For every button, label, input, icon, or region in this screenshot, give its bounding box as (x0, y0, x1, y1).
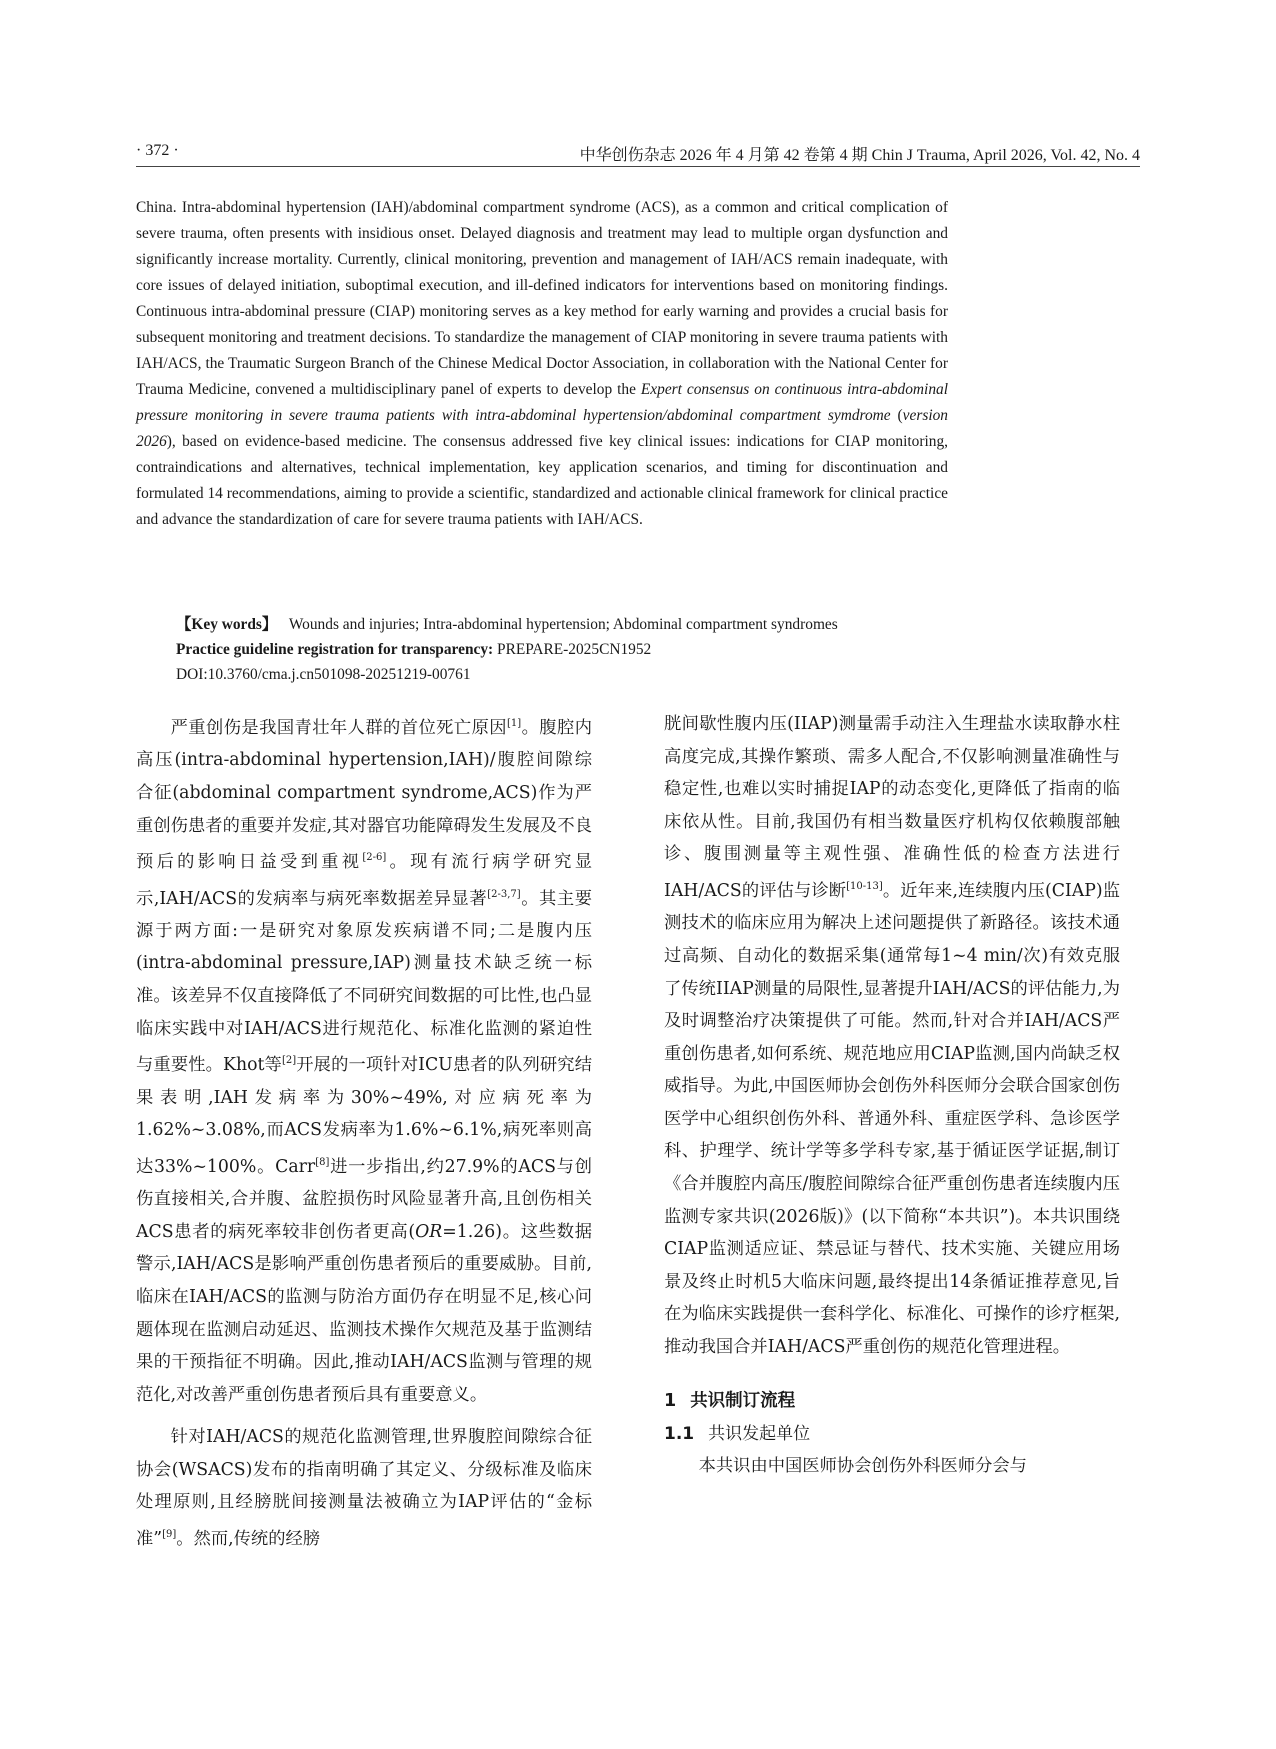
text-run: 胱间歇性腹内压(IIAP)测量需手动注入生理盐水读取静水柱高度完成,其操作繁琐、需多人配合,不仅影响测量准确性与稳定性,也难以实时捕捉IAP的动态变化,更降低了指南的临床依从性。目前,我国仍有相当数量医疗机构仅依赖腹部触诊、腹围测量等主观性强、准确性低的检查方法进行IAH/ACS的评估与诊断 (664, 714, 1120, 901)
text-run: 开展的一项针对ICU患者的队列研究结果表明,IAH发病率为30%~49%,对应病死率为1.62%~3.08%,而ACS发病率为1.6%~6.1%,病死率则高达33%~100%。Carr (136, 1055, 592, 1177)
subsection-heading (664, 1418, 1120, 1450)
text-run: 严重创伤是我国青壮年人群的首位死亡原因 (170, 717, 507, 738)
citation[interactable]: [1] (506, 718, 522, 729)
registration (176, 637, 956, 662)
running-header (136, 142, 1140, 167)
section-title: 共识制订流程 (690, 1390, 796, 1411)
citation[interactable]: [2-3,7] (487, 888, 521, 900)
journal-citation: 中华创伤杂志 2026 年 4 月第 42 卷第 4 期 Chin J Trauma, April 2026, Vol. 42, No. 4 (579, 147, 1140, 164)
body-column-right (664, 708, 1120, 1482)
text-run: 。腹腔内高压(intra-abdominal hypertension,IAH)/腹腔间隙综合征(abdominal compartment syndrome,ACS)作为严重创伤患者的重要并发症,其对器官功能障碍发生发展及不良预后的影响日益受到重视 (136, 717, 592, 872)
keywords-text: Wounds and injuries; Intra-abdominal hypertension; Abdominal compartment syndromes (288, 616, 838, 633)
text-run: 进一步指出,约27.9%的ACS与创伤直接相关,合并腹、盆腔损伤时风险显著升高,且创伤相关ACS患者的病死率较非创伤者更高( (136, 1156, 593, 1242)
citation[interactable]: [2-6] (362, 852, 387, 864)
text-run: 。其主要源于两方面:一是研究对象原发疾病谱不同;二是腹内压(intra-abdominal pressure,IAP)测量技术缺乏统一标准。该差异不仅直接降低了不同研究间数据的可比性,也凸显临床实践中对IAH/ACS进行规范化、标准化监测的紧迫性与重要性。Khot等 (136, 888, 592, 1075)
text-run: 。然而,传统的经膀 (176, 1528, 321, 1549)
paragraph (664, 708, 1120, 1364)
text-run: 。近年来,连续腹内压(CIAP)监测技术的临床应用为解决上述问题提供了新路径。该技术通过高频、自动化的数据采集(通常每1~4 min/次)有效克服了传统IIAP测量的局限性,显著提升IAH/ACS的评估能力,为及时调整治疗决策提供了可能。然而,针对合并IAH/ACS严重创伤患者,如何系统、规范地应用CIAP监测,国内尚缺乏权威指导。为此,中国医师协会创伤外科医师分会联合国家创伤医学中心组织创伤外科、普通外科、重症医学科、急诊医学科、护理学、统计学等多学科专家,基于循证医学证据,制订《合并腹腔内高压/腹腔间隙综合征严重创伤患者连续腹内压监测专家共识(2026版)》(以下简称“本共识”)。本共识围绕CIAP监测适应证、禁忌证与替代、技术实施、关键应用场景及终止时机5大临床问题,最终提出14条循证推荐意见,旨在为临床实践提供一套科学化、标准化、可操作的诊疗框架,推动我国合并IAH/ACS严重创伤的规范化管理进程。 (664, 880, 1120, 1358)
paragraph (136, 1421, 592, 1555)
citation[interactable]: [10-13] (846, 880, 883, 892)
article-meta (176, 612, 956, 687)
doi: DOI:10.3760/cma.j.cn501098-20251219-00761 (176, 666, 471, 683)
abstract-text-part: China. Intra-abdominal hypertension (IAH)/abdominal compartment syndrome (ACS), as a common and critical complication of severe trauma, often presents with insidious onset. Delayed diagnosis and treatment may lead to multiple organ dysfunction and significantly increase mortality. Currently, clinical monitoring, prevention and management of IAH/ACS remain inadequate, with core issues of delayed initiation, suboptimal execution, and ill-defined indicators for interventions based on monitoring findings. Continuous intra-abdominal pressure (CIAP) monitoring serves as a key method for early warning and provides a crucial basis for subsequent monitoring and treatment decisions. To standardize the management of CIAP monitoring in severe trauma patients with IAH/ACS, the Traumatic Surgeon Branch of the Chinese Medical Doctor Association, in collaboration with the National Center for Trauma Medicine, convened a multidisciplinary panel of experts to develop the (136, 199, 948, 398)
text-run: 针对IAH/ACS的规范化监测管理,世界腹腔间隙综合征协会(WSACS)发布的指南明确了其定义、分级标准及临床处理原则,且经膀胱间接测量法被确立为IAP评估的“金标准” (136, 1427, 592, 1549)
abstract-text-part: ( (890, 407, 903, 424)
page-number: · 372 · (136, 142, 179, 159)
abstract-text (136, 195, 948, 533)
abstract-text-part: ), based on evidence-based medicine. The consensus addressed five key clinical issues: indications for CIAP monitoring, contraindications and alternatives, technical implementation, key application scenarios, and timing for discontinuation and formulated 14 recommendations, aiming to provide a scientific, standardized and actionable clinical framework for clinical practice and advance the standardization of care for severe trauma patients with IAH/ACS. (136, 433, 948, 528)
citation[interactable]: [8] (315, 1156, 330, 1168)
section-number: 1 (664, 1390, 677, 1411)
citation[interactable]: [2] (281, 1055, 297, 1067)
citation[interactable]: [9] (162, 1529, 177, 1541)
odds-ratio-label: OR (415, 1221, 443, 1242)
subsection-title: 共识发起单位 (708, 1423, 811, 1444)
registration-value: PREPARE-2025CN1952 (497, 641, 652, 658)
consensus-version: version 2026 (136, 407, 948, 450)
registration-label: Practice guideline registration for transparency: (176, 641, 494, 658)
abstract-continuation (136, 195, 948, 533)
paragraph: 本共识由中国医师协会创伤外科医师分会与 (698, 1455, 1027, 1476)
keywords (176, 612, 956, 637)
paragraph (136, 708, 592, 1411)
text-run: =1.26)。这些数据警示,IAH/ACS是影响严重创伤患者预后的重要威胁。目前,临床在IAH/ACS的监测与防治方面仍存在明显不足,核心问题体现在监测启动延迟、监测技术操作欠规范及基于监测结果的干预指征不明确。因此,推动IAH/ACS监测与管理的规范化,对改善严重创伤患者预后具有重要意义。 (136, 1221, 592, 1405)
consensus-title: Expert consensus on continuous intra-abdominal pressure monitoring in severe trauma patients with intra-abdominal hypertension/abdominal compartment symdrome (136, 381, 948, 424)
keywords-label: 【Key words】 (176, 616, 278, 633)
text-run: 。现有流行病学研究显示,IAH/ACS的发病率与病死率数据差异显著 (136, 851, 592, 909)
subsection-number: 1.1 (664, 1423, 695, 1444)
section-heading (664, 1384, 1120, 1418)
body-column-left (136, 708, 592, 1555)
